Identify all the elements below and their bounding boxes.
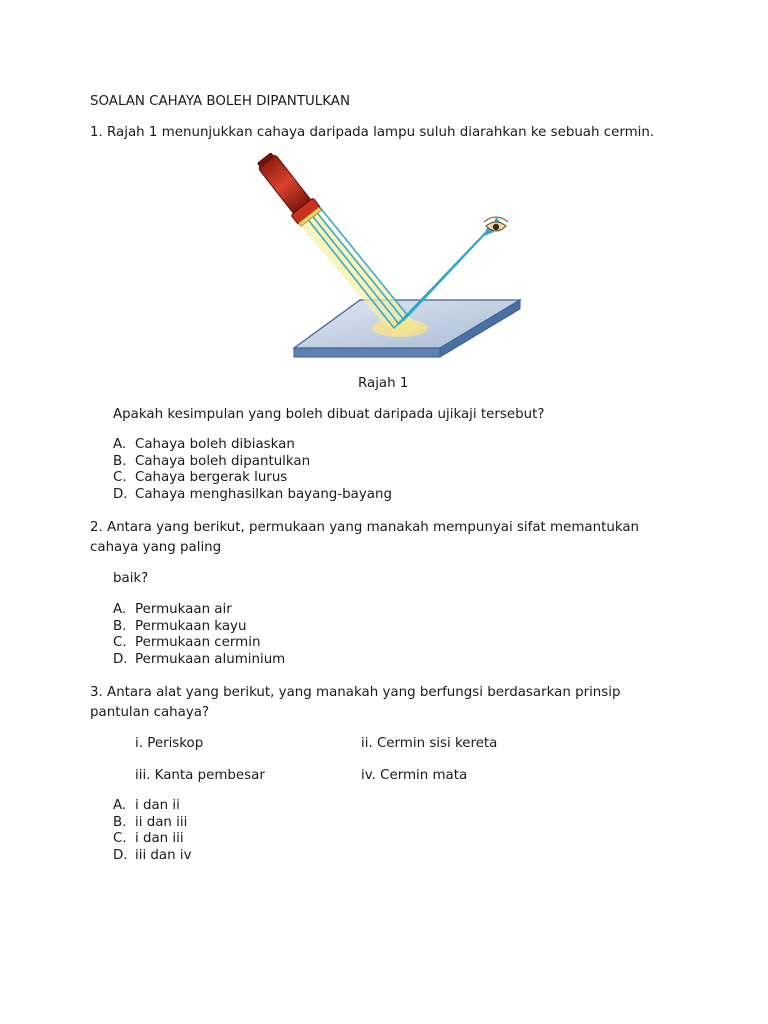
q2-options [113, 602, 285, 668]
q2-line-1: 2. Antara yang berikut, permukaan yang manakah mempunyai sifat memantukan [90, 520, 640, 535]
q1-options [113, 437, 392, 503]
q1-option-a[interactable]: A. Cahaya boleh dibiaskan [113, 437, 295, 452]
q1-question: Apakah kesimpulan yang boleh dibuat daripada ujikaji tersebut? [113, 407, 545, 422]
q3-line-1: 3. Antara alat yang berikut, yang manakah yang berfungsi berdasarkan prinsip [90, 685, 621, 700]
q2-option-b[interactable]: B. Permukaan kayu [113, 618, 247, 634]
torch-icon [253, 152, 322, 227]
figure-caption: Rajah 1 [358, 376, 409, 391]
q3-line-2: pantulan cahaya? [90, 705, 210, 720]
figure-rajah-1 [248, 152, 524, 362]
q3-option-a[interactable]: A. i dan ii [113, 798, 180, 813]
q3-item-iii: iii. Kanta pembesar [135, 768, 265, 783]
q3-option-d[interactable]: D. iii dan iv [113, 847, 192, 863]
q3-item-i: i. Periskop [135, 736, 204, 751]
q3-options [113, 798, 192, 864]
q2-option-c[interactable]: C. Permukaan cermin [113, 635, 261, 651]
worksheet-title: SOALAN CAHAYA BOLEH DIPANTULKAN [90, 94, 350, 109]
q3-item-iv: iv. Cermin mata [361, 768, 468, 783]
q1-option-b[interactable]: B. Cahaya boleh dipantulkan [113, 453, 311, 469]
q3-option-b[interactable]: B. ii dan iii [113, 814, 188, 830]
q3-item-ii: ii. Cermin sisi kereta [361, 736, 498, 751]
q2-option-a[interactable]: A. Permukaan air [113, 602, 232, 617]
q1-option-d[interactable]: D. Cahaya menghasilkan bayang-bayang [113, 486, 392, 502]
q1-option-c[interactable]: C. Cahaya bergerak lurus [113, 470, 288, 486]
q2-line-3: baik? [113, 571, 149, 586]
q2-option-d[interactable]: D. Permukaan aluminium [113, 651, 286, 667]
q2-line-2: cahaya yang paling [90, 540, 222, 555]
q3-option-c[interactable]: C. i dan iii [113, 831, 184, 847]
q1-text: 1. Rajah 1 menunjukkan cahaya daripada lampu suluh diarahkan ke sebuah cermin. [90, 125, 655, 140]
